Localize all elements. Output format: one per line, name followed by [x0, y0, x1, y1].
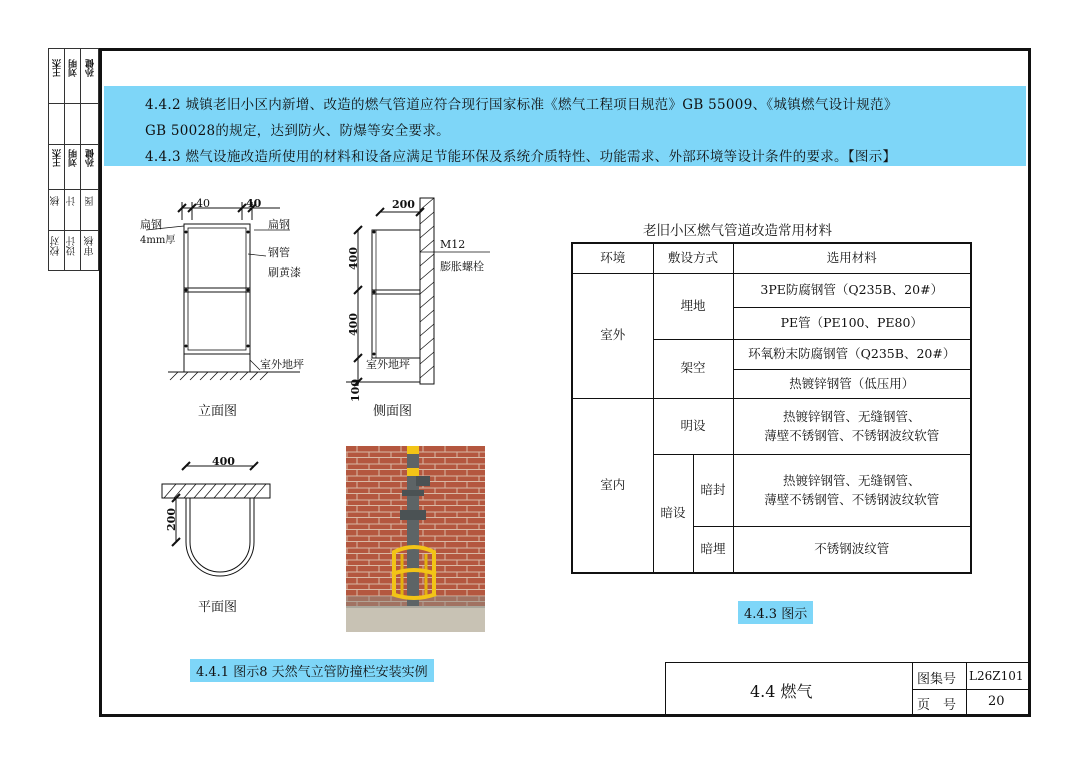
table-title: 老旧小区燃气管道改造常用材料 [643, 223, 832, 239]
elev-label-paint: 刷黄漆 [268, 266, 301, 279]
side-dim-h3: 100 [348, 379, 362, 402]
signature-4: 王杰 [53, 149, 63, 167]
elevation-caption: 立面图 [198, 404, 238, 419]
atlas-label: 图集号 [917, 672, 957, 687]
side-dim-h1: 400 [346, 247, 360, 270]
page-label: 页 号 [917, 698, 957, 713]
signature-1: 王杰 [53, 59, 63, 77]
elev-label-pipe: 钢管 [268, 246, 290, 259]
cell-outdoor: 室外 [572, 273, 653, 398]
cell-indoor: 室内 [572, 398, 653, 573]
th-material: 选用材料 [733, 243, 971, 273]
material-line: 热镀锌钢管、无缝钢管、 [782, 408, 921, 424]
plan-caption: 平面图 [198, 600, 238, 615]
page-number: 20 [988, 694, 1005, 709]
sidebar-divider [49, 189, 98, 190]
sidebar-row-label-3: 图 [85, 196, 96, 206]
tb-divider [912, 689, 1029, 690]
elev-label-flat-steel-left: 扁钢 [140, 218, 162, 231]
side-dim-h2: 400 [346, 313, 360, 336]
cell-material: 环氧粉末防腐钢管（Q235B、20#） [733, 339, 971, 369]
elev-label-ground: 室外地坪 [260, 358, 304, 371]
signature-3: 孙健 [86, 59, 96, 77]
sidebar-label-2: 设计 [67, 236, 78, 256]
side-label-bolt-1: M12 [440, 238, 466, 251]
atlas-number: L26Z101 [969, 669, 1024, 683]
clause-4-4-2-line1: 4.4.2 城镇老旧小区内新增、改造的燃气管道应符合现行国家标准《燃气工程项目规范》GB 55009、《城镇燃气设计规范》 [145, 97, 898, 113]
signature-2: 刘明 [69, 59, 79, 77]
side-drawing [340, 190, 500, 400]
cell-material [733, 398, 971, 454]
section-title: 4.4 燃气 [750, 682, 813, 701]
sidebar-divider [49, 230, 98, 231]
materials-table [571, 242, 972, 574]
sidebar-divider [49, 103, 98, 104]
cell-exposed: 明设 [653, 398, 733, 454]
sidebar-row-label-2: 计 [67, 196, 78, 206]
cell-material: 3PE防腐钢管（Q235B、20#） [733, 273, 971, 307]
approval-sidebar [48, 48, 99, 271]
material-line: 薄壁不锈钢管、不锈钢波纹软管 [764, 491, 940, 507]
table-row [572, 398, 971, 454]
plan-dim-depth: 200 [164, 508, 178, 531]
plan-dim-width: 400 [212, 455, 235, 468]
clause-4-4-2-line2: GB 50028的规定，达到防火、防爆等安全要求。 [145, 123, 450, 139]
elev-label-thickness: 4mm厚 [140, 235, 176, 246]
material-line: 薄壁不锈钢管、不锈钢波纹软管 [764, 427, 940, 443]
signature-5: 刘明 [69, 149, 79, 167]
th-method: 敷设方式 [653, 243, 733, 273]
side-label-ground: 室外地坪 [366, 358, 410, 371]
sidebar-label-3: 审核 [85, 236, 96, 256]
table-header-row [572, 243, 971, 273]
cell-material: PE管（PE100、PE80） [733, 307, 971, 339]
cell-material [733, 455, 971, 527]
elev-dim-right: 40 [246, 197, 262, 210]
installation-photo [346, 446, 485, 632]
sidebar-row-label-1: 核 [51, 196, 62, 206]
figure-caption-left: 4.4.1 图示8 天然气立管防撞栏安装实例 [190, 659, 434, 682]
sidebar-divider [49, 144, 98, 145]
figure-caption-right: 4.4.3 图示 [738, 601, 813, 624]
cell-material: 热镀锌钢管（低压用） [733, 369, 971, 398]
clause-4-4-3: 4.4.3 燃气设施改造所使用的材料和设备应满足节能环保及系统介质特性、功能需求、外部环境等设计条件的要求。【图示】 [145, 149, 897, 165]
signature-6: 孙健 [86, 149, 96, 167]
title-block [665, 662, 1029, 715]
cell-overhead: 架空 [653, 339, 733, 398]
cell-buried: 埋地 [653, 273, 733, 339]
material-line: 热镀锌钢管、无缝钢管、 [782, 472, 921, 488]
cell-concealed: 暗设 [653, 455, 693, 573]
cell-material: 不锈钢波纹管 [733, 527, 971, 573]
elev-dim-left: 40 [196, 197, 210, 210]
elev-label-flat-steel-right: 扁钢 [268, 218, 290, 231]
th-environment: 环境 [572, 243, 653, 273]
photo-illustration [346, 446, 485, 632]
side-label-bolt-2: 膨胀螺栓 [440, 260, 484, 273]
table-row [572, 273, 971, 307]
sidebar-label-1: 校对 [51, 236, 62, 256]
cell-concealed-sealed: 暗封 [693, 455, 733, 527]
side-caption: 侧面图 [373, 404, 413, 419]
cell-concealed-buried: 暗埋 [693, 527, 733, 573]
side-dim-top: 200 [392, 198, 415, 211]
